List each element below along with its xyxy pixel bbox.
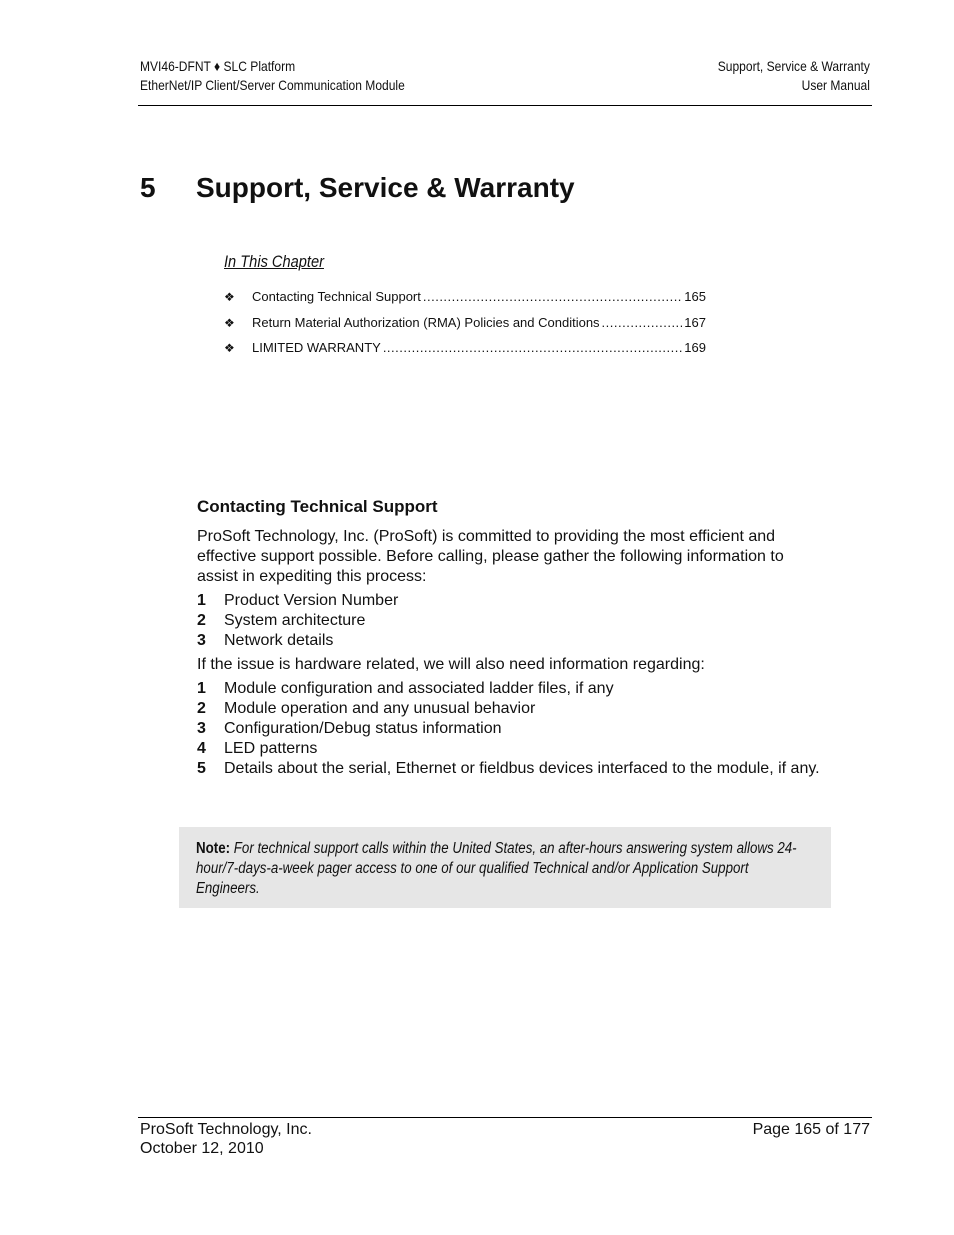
diamond-bullet-icon: ❖ bbox=[224, 290, 235, 304]
list-item bbox=[197, 591, 827, 611]
list-number: 5 bbox=[197, 760, 206, 777]
note-label: Note: bbox=[196, 840, 231, 857]
list-item bbox=[197, 611, 827, 631]
list-number: 1 bbox=[197, 592, 206, 609]
toc-leader-dots bbox=[602, 315, 683, 330]
header-chapter-line: Support, Service & Warranty bbox=[717, 58, 870, 74]
toc-item-label[interactable]: Return Material Authorization (RMA) Policies and Conditions bbox=[252, 314, 600, 330]
toc-item-label[interactable]: Contacting Technical Support bbox=[252, 289, 421, 304]
toc-item[interactable] bbox=[224, 289, 706, 315]
list-item bbox=[197, 759, 827, 779]
list-item bbox=[197, 719, 827, 739]
running-header-left bbox=[140, 57, 405, 95]
list-item-text: Details about the serial, Ethernet or fieldbus devices interfaced to the module, if any. bbox=[224, 760, 820, 777]
list-number: 3 bbox=[197, 632, 206, 649]
toc-item-label[interactable]: LIMITED WARRANTY bbox=[252, 340, 381, 355]
section-title: Contacting Technical Support bbox=[197, 497, 438, 516]
chapter-toc bbox=[224, 289, 706, 366]
list-number: 3 bbox=[197, 720, 206, 737]
toc-leader-dots bbox=[383, 340, 682, 355]
list-item-text: Module operation and any unusual behavior bbox=[224, 700, 536, 717]
list-item bbox=[197, 631, 827, 651]
note-box bbox=[179, 827, 831, 908]
footer-rule bbox=[138, 1117, 872, 1118]
footer-company: ProSoft Technology, Inc. bbox=[140, 1121, 312, 1138]
list-number: 2 bbox=[197, 700, 206, 717]
footer-left bbox=[140, 1120, 312, 1158]
toc-leader-dots bbox=[423, 289, 682, 304]
chapter-title bbox=[140, 171, 575, 205]
list-item-text: Module configuration and associated ladder files, if any bbox=[224, 680, 614, 697]
list-item-text: System architecture bbox=[224, 612, 366, 629]
chapter-number: 5 bbox=[140, 172, 156, 203]
toc-item-page[interactable]: 169 bbox=[684, 340, 706, 355]
list-number: 4 bbox=[197, 740, 206, 757]
toc-item-page[interactable]: 165 bbox=[684, 289, 706, 304]
list-item bbox=[197, 739, 827, 759]
header-module-line: EtherNet/IP Client/Server Communication Module bbox=[140, 77, 405, 93]
info-list bbox=[197, 591, 827, 651]
header-manual-line: User Manual bbox=[801, 77, 870, 93]
list-number: 2 bbox=[197, 612, 206, 629]
running-header-right bbox=[718, 57, 870, 95]
list-item-text: Product Version Number bbox=[224, 592, 399, 609]
list-item bbox=[197, 699, 827, 719]
section-intro: ProSoft Technology, Inc. (ProSoft) is committed to providing the most efficient and effective support possible. Before calling, please gather the following information to assist in expediting this process: bbox=[197, 528, 784, 585]
footer-page-number: Page 165 of 177 bbox=[752, 1121, 870, 1138]
diamond-bullet-icon: ❖ bbox=[224, 315, 235, 330]
chapter-title-text: Support, Service & Warranty bbox=[196, 172, 575, 203]
list-item bbox=[197, 679, 827, 699]
header-product-line: MVI46-DFNT ♦ SLC Platform bbox=[140, 58, 296, 74]
header-rule bbox=[138, 105, 872, 106]
list-item-text: LED patterns bbox=[224, 740, 318, 757]
hardware-intro: If the issue is hardware related, we will also need information regarding: bbox=[197, 656, 705, 673]
footer-date: October 12, 2010 bbox=[140, 1140, 264, 1157]
diamond-bullet-icon: ❖ bbox=[224, 341, 235, 355]
in-this-chapter-heading: In This Chapter bbox=[224, 252, 324, 271]
toc-item[interactable] bbox=[224, 315, 706, 341]
toc-item[interactable] bbox=[224, 340, 706, 366]
toc-item-page[interactable]: 167 bbox=[684, 314, 706, 330]
note-content bbox=[196, 839, 798, 899]
list-item-text: Configuration/Debug status information bbox=[224, 720, 502, 737]
note-text: For technical support calls within the United States, an after-hours answering system allows 24-hour/7-days-a-week pager access to one of our qualified Technical and/or Application Support Engineers. bbox=[196, 840, 797, 897]
hardware-list bbox=[197, 679, 827, 779]
list-number: 1 bbox=[197, 680, 206, 697]
list-item-text: Network details bbox=[224, 632, 334, 649]
